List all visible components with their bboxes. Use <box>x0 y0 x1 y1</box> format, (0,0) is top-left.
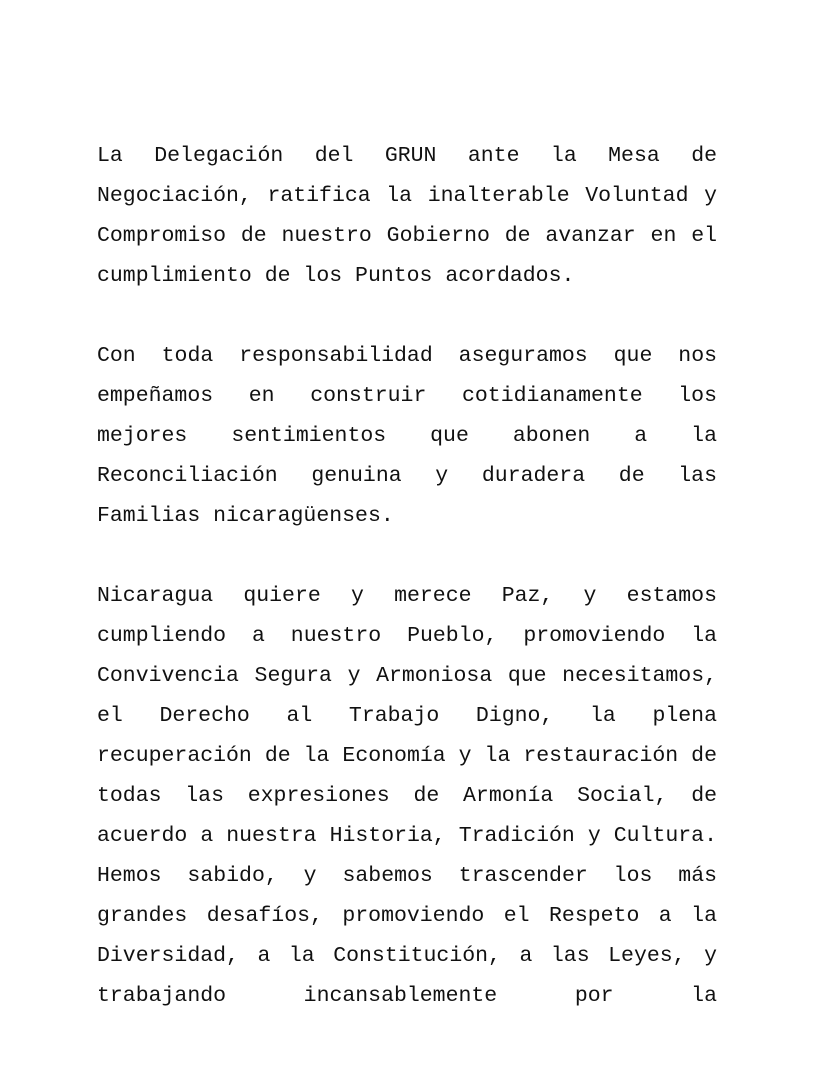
paragraph-2: Con toda responsabilidad aseguramos que nos empeñamos en construir cotidianamente los mejores sentimientos que abonen a la Reconciliación genuina y duradera de las Familias nicaragüenses. <box>97 344 717 528</box>
paragraph-3: Nicaragua quiere y merece Paz, y estamos cumpliendo a nuestro Pueblo, promoviendo la Convivencia Segura y Armoniosa que necesitamos, el Derecho al Trabajo Digno, la plena recuperación de la Economía y la restauración de todas las expresiones de Armonía Social, de acuerdo a nuestra Historia, Tradición y Cultura. Hemos sabido, y sabemos trascender los más grandes desafíos, promoviendo el Respeto a la Diversidad, a la Constitución, a las Leyes, y trabajando incansablemente por la <box>97 584 717 1008</box>
document-page <box>97 136 717 1056</box>
paragraph-1: La Delegación del GRUN ante la Mesa de Negociación, ratifica la inalterable Voluntad y Compromiso de nuestro Gobierno de avanzar en el cumplimiento de los Puntos acordados. <box>97 144 717 288</box>
